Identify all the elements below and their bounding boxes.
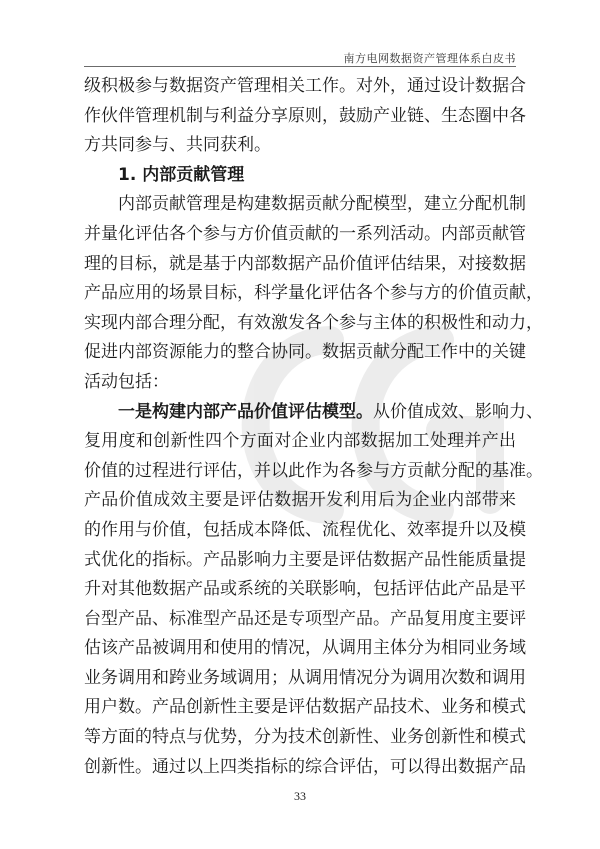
body-line: 复用度和创新性四个方面对企业内部数据加工处理并产出 <box>84 431 516 452</box>
body-line: 创新性。通过以上四类指标的综合评估，可以得出数据产品 <box>84 756 526 777</box>
body-line: 理的目标，就是基于内部数据产品价值评估结果，对接数据 <box>84 253 526 274</box>
body-line: 内部贡献管理是构建数据贡献分配模型，建立分配机制 <box>118 194 526 215</box>
body-line: 作伙伴管理机制与利益分享原则，鼓励产业链、生态圈中各 <box>84 105 526 126</box>
body-text <box>84 72 543 782</box>
page-number: 33 <box>294 789 306 803</box>
body-line: 促进内部资源能力的整合协同。数据贡献分配工作中的关键 <box>84 342 526 363</box>
body-line: 等方面的特点与优势，分为技术创新性、业务创新性和模式 <box>84 727 526 748</box>
running-header <box>84 0 516 67</box>
body-line: 实现内部合理分配，有效激发各个参与主体的积极性和动力， <box>84 312 543 333</box>
lead-rest-text: 从价值成效、影响力、 <box>373 401 543 422</box>
body-line: 级积极参与数据资产管理相关工作。对外，通过设计数据合 <box>84 76 526 96</box>
body-line: 台型产品、标准型产品还是专项型产品。产品复用度主要评 <box>84 608 526 629</box>
body-line: 升对其他数据产品或系统的关联影响，包括评估此产品是平 <box>84 579 526 600</box>
body-line: 产品应用的场景目标，科学量化评估各个参与方的价值贡献， <box>84 283 543 304</box>
body-line: 的作用与价值，包括成本降低、流程优化、效率提升以及模 <box>84 519 526 540</box>
section-heading: 1. 内部贡献管理 <box>118 164 245 185</box>
body-line: 活动包括： <box>84 371 169 392</box>
body-line: 业务调用和跨业务域调用；从调用情况分为调用次数和调用 <box>84 667 526 688</box>
body-line: 用户数。产品创新性主要是评估数据产品技术、业务和模式 <box>84 697 526 718</box>
body-line: 式优化的指标。产品影响力主要是评估数据产品性能质量提 <box>84 549 526 570</box>
body-line: 并量化评估各个参与方价值贡献的一系列活动。内部贡献管 <box>84 223 526 244</box>
lead-bold-text: 一是构建内部产品价值评估模型。 <box>118 401 373 422</box>
header-title: 南方电网数据资产管理体系白皮书 <box>343 53 516 65</box>
body-line: 方共同参与、共同获利。 <box>84 135 271 156</box>
body-line: 产品价值成效主要是评估数据开发利用后为企业内部带来 <box>84 490 516 511</box>
body-line: 价值的过程进行评估，并以此作为各参与方贡献分配的基准。 <box>84 460 543 481</box>
body-line-lead <box>84 398 543 428</box>
body-line: 估该产品被调用和使用的情况，从调用主体分为相同业务域 <box>84 638 526 659</box>
